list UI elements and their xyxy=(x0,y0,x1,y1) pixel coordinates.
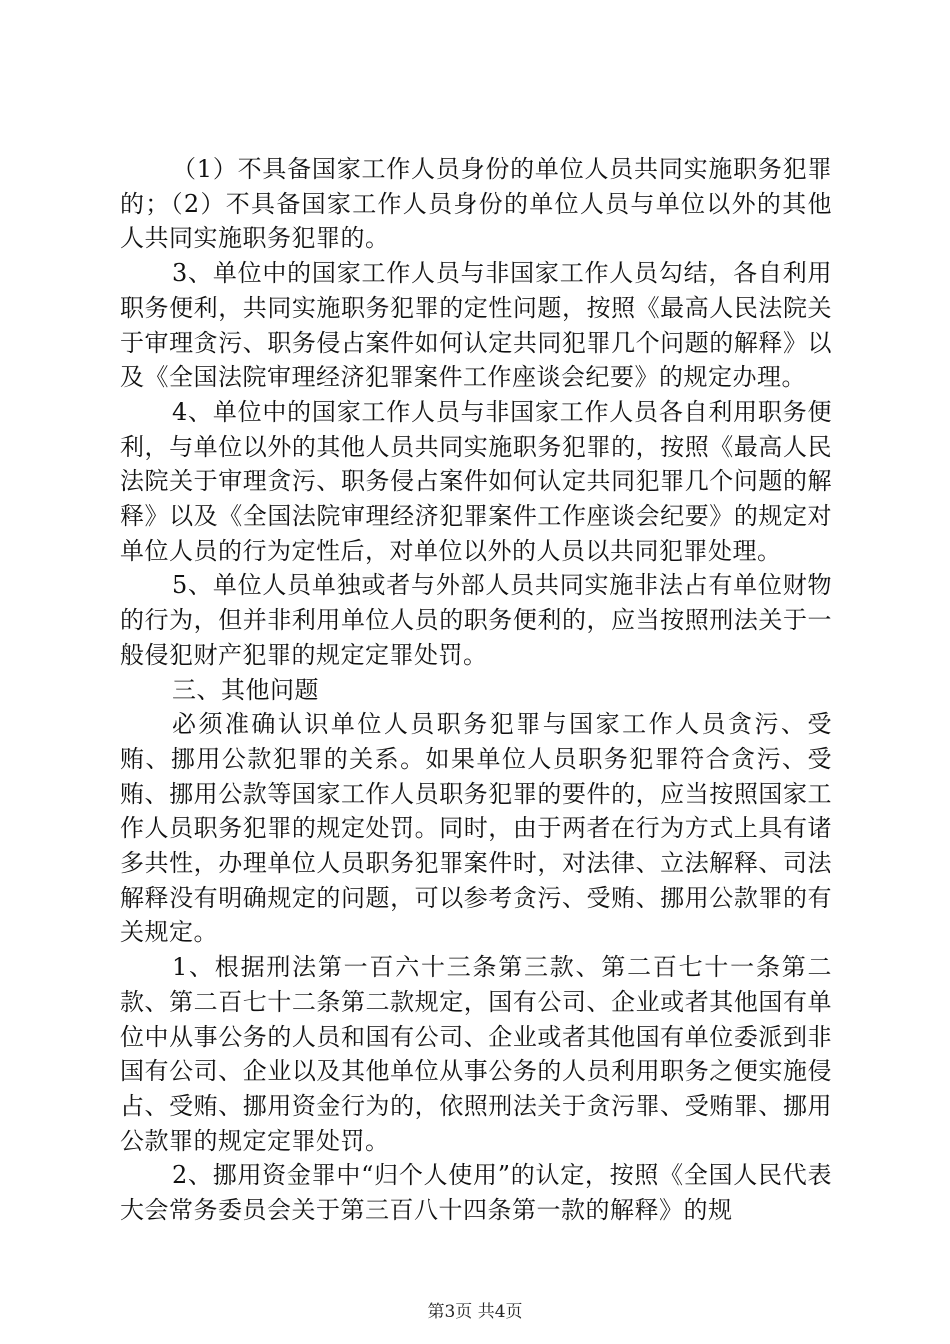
document-body xyxy=(120,152,832,1228)
paragraph: 3、单位中的国家工作人员与非国家工作人员勾结，各自利用职务便利，共同实施职务犯罪的定性问题，按照《最高人民法院关于审理贪污、职务侵占案件如何认定共同犯罪几个问题的解释》以及《全国法院审理经济犯罪案件工作座谈会纪要》的规定办理。 xyxy=(120,259,832,392)
paragraph: 必须准确认识单位人员职务犯罪与国家工作人员贪污、受贿、挪用公款犯罪的关系。如果单位人员职务犯罪符合贪污、受贿、挪用公款等国家工作人员职务犯罪的要件的，应当按照国家工作人员职务犯罪的规定处罚。同时，由于两者在行为方式上具有诸多共性，办理单位人员职务犯罪案件时，对法律、立法解释、司法解释没有明确规定的问题，可以参考贪污、受贿、挪用公款罪的有关规定。 xyxy=(120,710,832,947)
section-heading: 三、其他问题 xyxy=(172,675,319,704)
paragraph: （1）不具备国家工作人员身份的单位人员共同实施职务犯罪的；（2）不具备国家工作人员身份的单位人员与单位以外的其他人共同实施职务犯罪的。 xyxy=(120,155,832,253)
paragraph: 2、挪用资金罪中“归个人使用”的认定，按照《全国人民代表大会常务委员会关于第三百八十四条第一款的解释》的规 xyxy=(120,1161,832,1225)
paragraph: 1、根据刑法第一百六十三条第三款、第二百七十一条第二款、第二百七十二条第二款规定，国有公司、企业或者其他国有单位中从事公务的人员和国有公司、企业或者其他国有单位委派到非国有公司、企业以及其他单位从事公务的人员利用职务之便实施侵占、受贿、挪用资金行为的，依照刑法关于贪污罪、受贿罪、挪用公款罪的规定定罪处罚。 xyxy=(120,953,832,1155)
page-number-footer: 第3页 共4页 xyxy=(427,1302,523,1322)
paragraph: 5、单位人员单独或者与外部人员共同实施非法占有单位财物的行为，但并非利用单位人员的职务便利的，应当按照刑法关于一般侵犯财产犯罪的规定定罪处罚。 xyxy=(120,571,832,669)
paragraph: 4、单位中的国家工作人员与非国家工作人员各自利用职务便利，与单位以外的其他人员共同实施职务犯罪的，按照《最高人民法院关于审理贪污、职务侵占案件如何认定共同犯罪几个问题的解释》以及《全国法院审理经济犯罪案件工作座谈会纪要》的规定对单位人员的行为定性后，对单位以外的人员以共同犯罪处理。 xyxy=(120,397,832,565)
